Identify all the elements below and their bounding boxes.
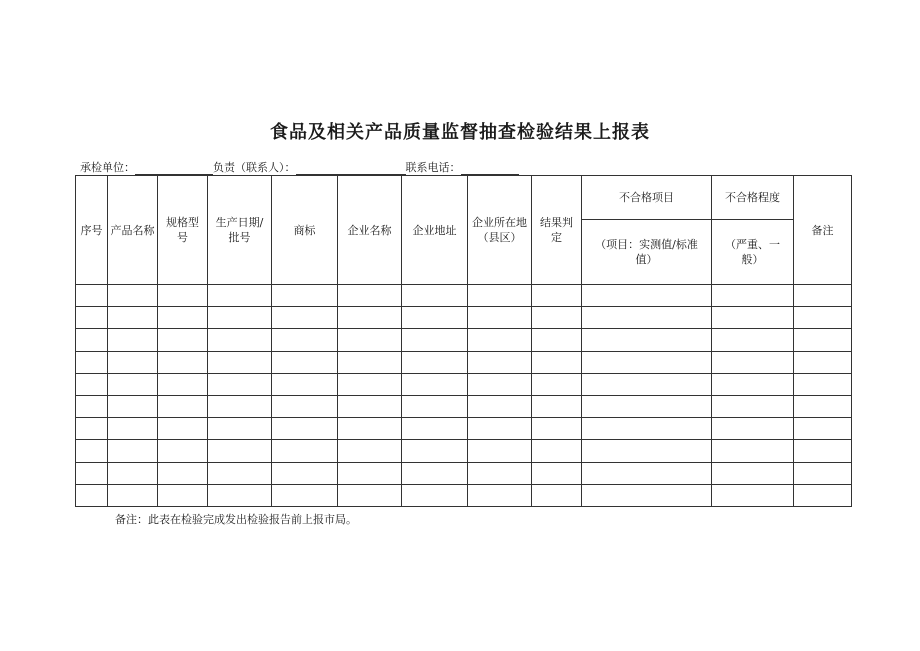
table-cell[interactable] xyxy=(402,484,468,506)
table-cell[interactable] xyxy=(108,484,158,506)
header-unqualified-items: 不合格项目 xyxy=(582,176,712,220)
table-cell[interactable] xyxy=(76,440,108,462)
table-cell[interactable] xyxy=(208,351,272,373)
table-cell[interactable] xyxy=(468,440,532,462)
table-cell[interactable] xyxy=(208,395,272,417)
header-spec xyxy=(158,176,208,285)
inspection-unit-label: 承检单位： xyxy=(80,161,135,174)
table-cell[interactable] xyxy=(468,484,532,506)
table-cell[interactable] xyxy=(158,418,208,440)
table-row xyxy=(76,462,852,484)
table-cell[interactable] xyxy=(532,285,582,307)
header-product-name: 产品名称 xyxy=(108,176,158,285)
table-cell[interactable] xyxy=(338,484,402,506)
table-cell[interactable] xyxy=(794,307,852,329)
header-company-location xyxy=(468,176,532,285)
table-cell[interactable] xyxy=(272,351,338,373)
table-cell[interactable] xyxy=(338,462,402,484)
table-cell[interactable] xyxy=(794,351,852,373)
table-cell[interactable] xyxy=(76,351,108,373)
table-cell[interactable] xyxy=(712,285,794,307)
table-cell[interactable] xyxy=(532,418,582,440)
table-cell[interactable] xyxy=(158,440,208,462)
header-company-name: 企业名称 xyxy=(338,176,402,285)
table-cell[interactable] xyxy=(272,418,338,440)
header-unqualified-items-sub-text: （项目：实测值/标准值） xyxy=(595,238,698,266)
header-spec-text: 规格型号 xyxy=(166,216,199,244)
table-cell[interactable] xyxy=(76,373,108,395)
table-cell[interactable] xyxy=(582,418,712,440)
header-unqualified-degree-sub-text: （严重、一般） xyxy=(725,238,780,266)
table-cell[interactable] xyxy=(76,329,108,351)
table-cell[interactable] xyxy=(108,351,158,373)
table-cell[interactable] xyxy=(208,440,272,462)
table-row xyxy=(76,440,852,462)
table-cell[interactable] xyxy=(402,418,468,440)
header-company-address: 企业地址 xyxy=(402,176,468,285)
table-cell[interactable] xyxy=(794,484,852,506)
table-cell[interactable] xyxy=(402,285,468,307)
table-cell[interactable] xyxy=(338,307,402,329)
table-row xyxy=(76,329,852,351)
table-cell[interactable] xyxy=(272,462,338,484)
header-company-location-text: 企业所在地（县区） xyxy=(472,216,527,244)
table-cell[interactable] xyxy=(338,395,402,417)
header-result-text: 结果判定 xyxy=(540,216,573,244)
table-cell[interactable] xyxy=(272,329,338,351)
table-cell[interactable] xyxy=(582,395,712,417)
table-cell[interactable] xyxy=(158,285,208,307)
table-cell[interactable] xyxy=(712,329,794,351)
table-cell[interactable] xyxy=(272,307,338,329)
table-cell[interactable] xyxy=(76,307,108,329)
inspection-unit-field[interactable] xyxy=(135,162,213,175)
table-cell[interactable] xyxy=(402,373,468,395)
table-cell[interactable] xyxy=(468,329,532,351)
table-cell[interactable] xyxy=(158,462,208,484)
table-cell[interactable] xyxy=(712,418,794,440)
table-cell[interactable] xyxy=(272,395,338,417)
table-row xyxy=(76,351,852,373)
table-cell[interactable] xyxy=(532,307,582,329)
table-cell[interactable] xyxy=(338,351,402,373)
table-cell[interactable] xyxy=(208,462,272,484)
table-cell[interactable] xyxy=(532,462,582,484)
table-cell[interactable] xyxy=(532,395,582,417)
table-cell[interactable] xyxy=(208,373,272,395)
table-cell[interactable] xyxy=(108,373,158,395)
table-cell[interactable] xyxy=(712,462,794,484)
header-unqualified-items-sub xyxy=(582,220,712,285)
responsible-person-label: 负责（联系人）： xyxy=(213,161,296,174)
table-cell[interactable] xyxy=(402,307,468,329)
table-cell[interactable] xyxy=(582,484,712,506)
table-cell[interactable] xyxy=(338,329,402,351)
table-row xyxy=(76,418,852,440)
table-cell[interactable] xyxy=(712,484,794,506)
table-body xyxy=(76,285,852,507)
table-cell[interactable] xyxy=(582,462,712,484)
table-cell[interactable] xyxy=(532,484,582,506)
table-cell[interactable] xyxy=(338,440,402,462)
phone-label: 联系电话： xyxy=(405,161,461,174)
table-cell[interactable] xyxy=(272,285,338,307)
header-unqualified-degree-sub xyxy=(712,220,794,285)
table-cell[interactable] xyxy=(468,395,532,417)
table-cell[interactable] xyxy=(108,440,158,462)
table-cell[interactable] xyxy=(158,395,208,417)
table-cell[interactable] xyxy=(272,484,338,506)
table-cell[interactable] xyxy=(76,395,108,417)
table-cell[interactable] xyxy=(468,351,532,373)
table-cell[interactable] xyxy=(108,462,158,484)
table-cell[interactable] xyxy=(272,373,338,395)
table-cell[interactable] xyxy=(532,329,582,351)
table-cell[interactable] xyxy=(272,440,338,462)
header-seq: 序号 xyxy=(76,176,108,285)
table-cell[interactable] xyxy=(532,373,582,395)
table-cell[interactable] xyxy=(108,418,158,440)
table-cell[interactable] xyxy=(76,285,108,307)
table-cell[interactable] xyxy=(158,351,208,373)
table-row xyxy=(76,373,852,395)
table-cell[interactable] xyxy=(582,285,712,307)
table-cell[interactable] xyxy=(402,351,468,373)
phone-field[interactable] xyxy=(461,162,519,175)
header-remarks: 备注 xyxy=(794,176,852,285)
table-cell[interactable] xyxy=(794,329,852,351)
table-cell[interactable] xyxy=(158,484,208,506)
table-cell[interactable] xyxy=(338,418,402,440)
table-cell[interactable] xyxy=(208,418,272,440)
table-cell[interactable] xyxy=(338,285,402,307)
header-date-batch xyxy=(208,176,272,285)
table-cell[interactable] xyxy=(158,373,208,395)
table-cell[interactable] xyxy=(712,373,794,395)
table-cell[interactable] xyxy=(108,329,158,351)
table-row xyxy=(76,285,852,307)
table-cell[interactable] xyxy=(76,462,108,484)
table-cell[interactable] xyxy=(582,329,712,351)
header-trademark: 商标 xyxy=(272,176,338,285)
table-cell[interactable] xyxy=(532,351,582,373)
table-cell[interactable] xyxy=(108,307,158,329)
table-cell[interactable] xyxy=(76,418,108,440)
table-cell[interactable] xyxy=(208,285,272,307)
table-cell[interactable] xyxy=(402,462,468,484)
footnote: 备注：此表在检验完成发出检验报告前上报市局。 xyxy=(115,513,357,526)
table-cell[interactable] xyxy=(468,462,532,484)
table-cell[interactable] xyxy=(468,373,532,395)
page-title: 食品及相关产品质量监督抽查检验结果上报表 xyxy=(270,122,650,143)
table-cell[interactable] xyxy=(794,440,852,462)
table-cell[interactable] xyxy=(582,307,712,329)
table-cell[interactable] xyxy=(712,307,794,329)
table-cell[interactable] xyxy=(794,373,852,395)
table-row xyxy=(76,484,852,506)
header-date-batch-text: 生产日期/批号 xyxy=(215,216,264,244)
table-cell[interactable] xyxy=(468,285,532,307)
header-unqualified-degree: 不合格程度 xyxy=(712,176,794,220)
table-cell[interactable] xyxy=(208,307,272,329)
table-cell[interactable] xyxy=(208,484,272,506)
table-cell[interactable] xyxy=(582,440,712,462)
table-cell[interactable] xyxy=(108,285,158,307)
report-table xyxy=(75,175,852,507)
table-cell[interactable] xyxy=(402,395,468,417)
table-cell[interactable] xyxy=(582,351,712,373)
table-cell[interactable] xyxy=(468,307,532,329)
table-cell[interactable] xyxy=(402,329,468,351)
table-cell[interactable] xyxy=(338,373,402,395)
table-cell[interactable] xyxy=(158,329,208,351)
table-row xyxy=(76,395,852,417)
table-cell[interactable] xyxy=(794,418,852,440)
table-cell[interactable] xyxy=(712,440,794,462)
table-row xyxy=(76,307,852,329)
table-cell[interactable] xyxy=(76,484,108,506)
info-row xyxy=(80,159,519,175)
table-cell[interactable] xyxy=(158,307,208,329)
table-cell[interactable] xyxy=(208,329,272,351)
table-cell[interactable] xyxy=(712,351,794,373)
table-cell[interactable] xyxy=(582,373,712,395)
table-cell[interactable] xyxy=(468,418,532,440)
table-cell[interactable] xyxy=(712,395,794,417)
table-cell[interactable] xyxy=(108,395,158,417)
table-cell[interactable] xyxy=(532,440,582,462)
responsible-person-field[interactable] xyxy=(296,162,406,175)
table-cell[interactable] xyxy=(794,285,852,307)
table-cell[interactable] xyxy=(794,462,852,484)
header-result xyxy=(532,176,582,285)
table-cell[interactable] xyxy=(402,440,468,462)
table-cell[interactable] xyxy=(794,395,852,417)
